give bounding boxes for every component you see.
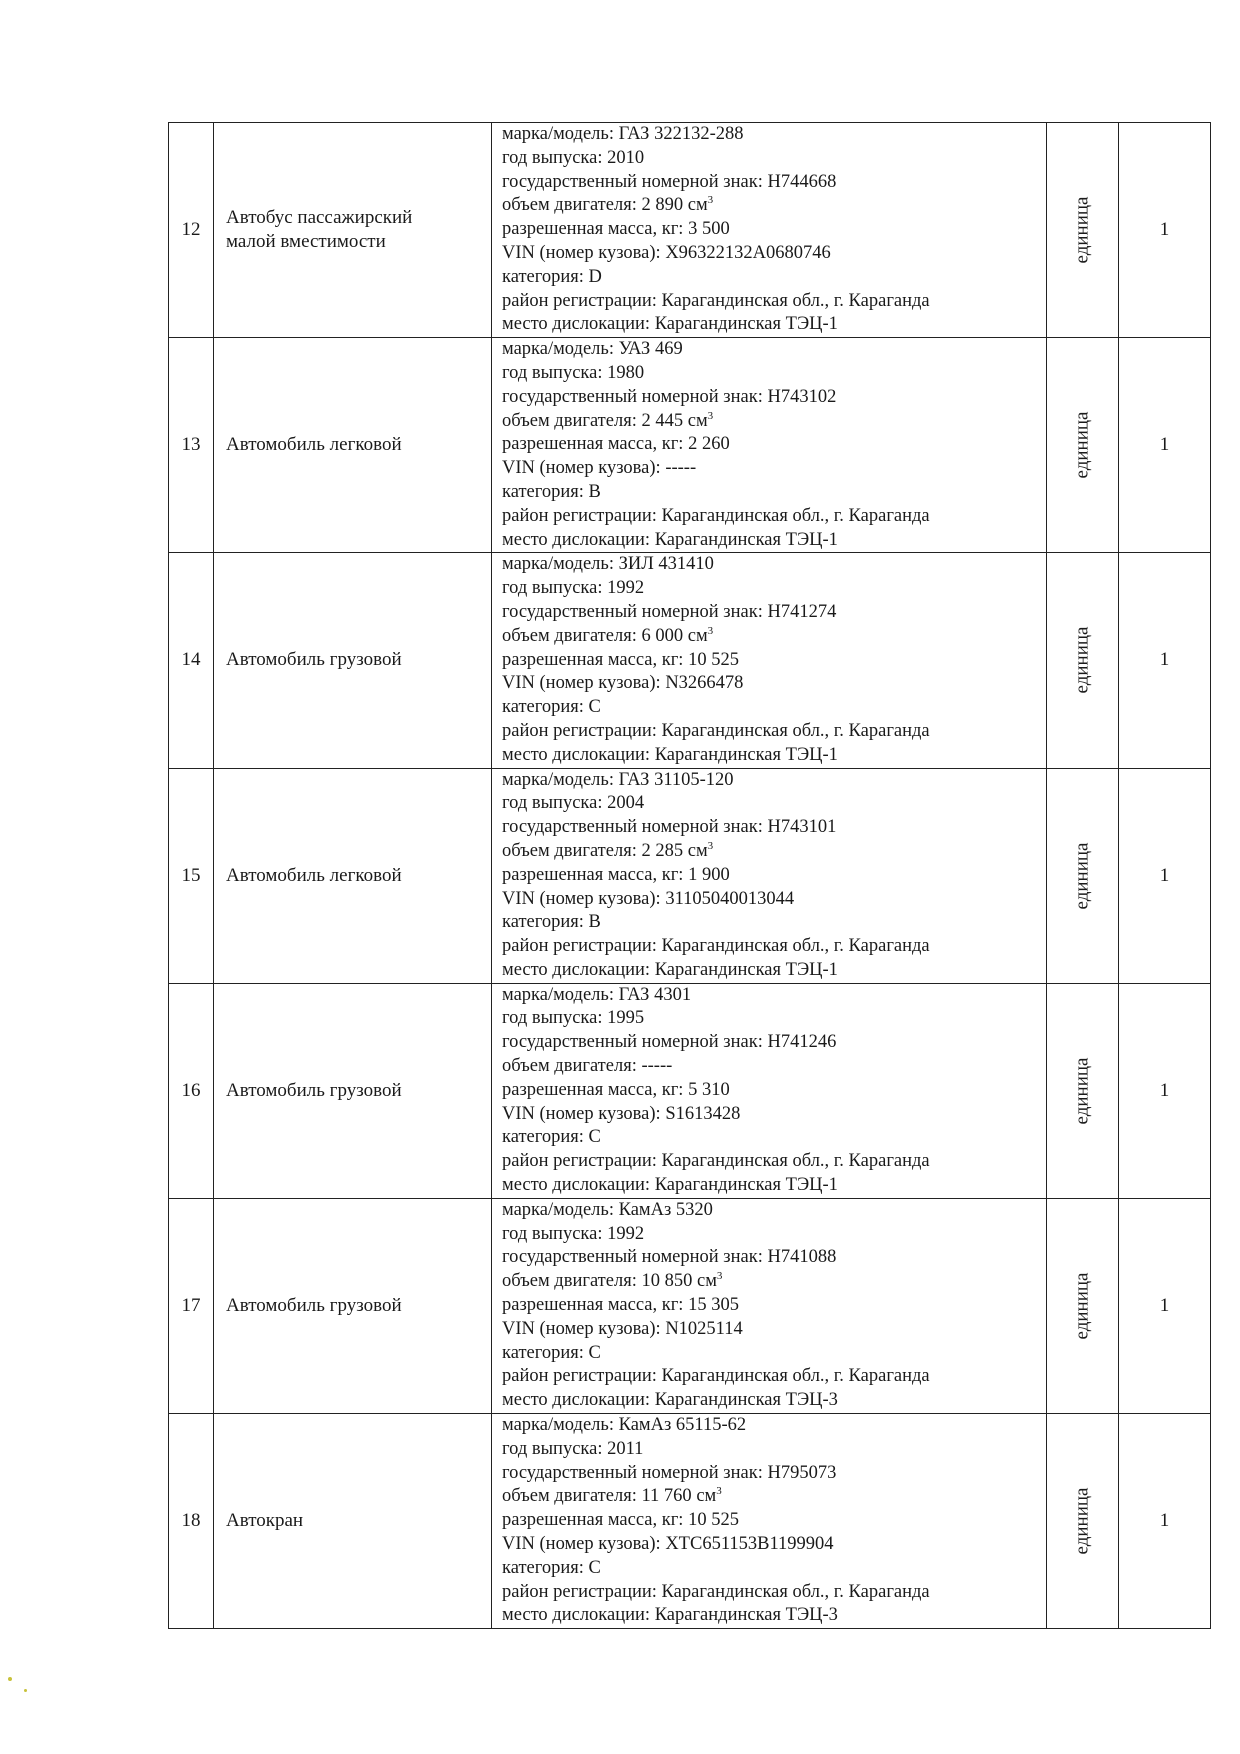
location-line (502, 744, 1046, 768)
label-make: марка/модель: (502, 984, 614, 1005)
label-vin: VIN (номер кузова): (502, 673, 661, 694)
label-mass: разрешенная масса, кг: (502, 649, 684, 670)
field-make: ГАЗ 31105-120 (618, 769, 734, 790)
row-number (169, 1414, 214, 1629)
field-qty: 1 (1159, 219, 1170, 241)
field-make: ГАЗ 4301 (618, 984, 692, 1005)
category-line (502, 696, 1046, 720)
label-mass: разрешенная масса, кг: (502, 434, 684, 455)
label-engine-unit: см (687, 410, 708, 431)
engine-line (502, 840, 1046, 864)
label-engine-unit-sup: 3 (707, 194, 714, 207)
field-make: ГАЗ 322132-288 (618, 124, 744, 144)
make-line (502, 1414, 1046, 1438)
label-mass: разрешенная масса, кг: (502, 1295, 684, 1316)
label-engine-unit: см (687, 840, 708, 861)
location-line (502, 1604, 1046, 1628)
field-name-line1: Автобус пассажирский (226, 207, 413, 229)
field-unit: единица (1071, 411, 1093, 479)
plate-line (502, 1246, 1046, 1270)
field-unit: единица (1071, 842, 1093, 910)
unit-of-measure (1047, 1198, 1119, 1413)
label-engine-unit-sup: 3 (716, 1485, 722, 1498)
table-row (169, 553, 1211, 768)
field-category: B (588, 912, 601, 933)
item-description (492, 338, 1047, 553)
field-year: 1992 (607, 578, 645, 599)
field-location: Карагандинская ТЭЦ-1 (654, 314, 838, 335)
item-name (214, 553, 492, 768)
make-line (502, 984, 1046, 1008)
label-engine-unit-sup: 3 (707, 839, 714, 852)
label-make: марка/модель: (502, 1199, 614, 1220)
label-category: категория: (502, 266, 584, 287)
field-name-line1: Автомобиль грузовой (226, 649, 402, 671)
table-row (169, 1414, 1211, 1629)
quantity (1119, 1414, 1211, 1629)
year-line (502, 577, 1046, 601)
label-plate: государственный номерной знак: (502, 171, 763, 192)
field-year: 2004 (607, 793, 645, 814)
field-name-line2: малой вместимости (226, 231, 386, 253)
item-description (492, 1198, 1047, 1413)
field-engine: 2 285 (641, 840, 684, 861)
label-engine-unit-sup: 3 (716, 1270, 723, 1283)
vin-line (502, 1533, 1046, 1557)
row-number (169, 553, 214, 768)
location-line (502, 1389, 1046, 1413)
field-location: Карагандинская ТЭЦ-1 (654, 959, 838, 980)
quantity (1119, 768, 1211, 983)
make-line (502, 338, 1046, 362)
label-engine-unit: см (696, 1486, 717, 1507)
category-line (502, 1557, 1046, 1581)
item-description (492, 123, 1047, 338)
unit-of-measure (1047, 983, 1119, 1198)
item-name (214, 338, 492, 553)
field-category: B (588, 481, 601, 502)
mass-line (502, 649, 1046, 673)
field-vin: X96322132A0680746 (665, 242, 831, 263)
item-name (214, 768, 492, 983)
field-num: 16 (181, 1079, 201, 1101)
field-vin: 31105040013044 (665, 888, 795, 909)
region-line (502, 290, 1046, 314)
label-location: место дислокации: (502, 1605, 651, 1626)
plate-line (502, 171, 1046, 195)
scan-speck (24, 1689, 27, 1692)
label-engine-unit-sup: 3 (707, 624, 714, 637)
label-engine-unit: см (696, 1271, 717, 1292)
field-engine: 6 000 (641, 625, 684, 646)
field-num: 18 (181, 1510, 201, 1532)
table-row (169, 768, 1211, 983)
region-line (502, 1581, 1046, 1605)
field-name-line1: Автомобиль легковой (226, 434, 402, 456)
label-location: место дислокации: (502, 1175, 651, 1196)
field-year: 2011 (607, 1438, 644, 1459)
label-region: район регистрации: (502, 936, 657, 957)
field-region: Карагандинская обл., г. Караганда (661, 1366, 930, 1387)
label-category: категория: (502, 1342, 584, 1363)
field-num: 13 (181, 434, 201, 456)
item-description (492, 553, 1047, 768)
field-make: ЗИЛ 431410 (618, 554, 714, 575)
field-plate: Н741274 (767, 601, 837, 622)
label-region: район регистрации: (502, 1581, 657, 1602)
region-line (502, 1150, 1046, 1174)
label-vin: VIN (номер кузова): (502, 1103, 661, 1124)
field-mass: 10 525 (688, 1510, 739, 1531)
label-category: категория: (502, 697, 584, 718)
label-plate: государственный номерной знак: (502, 1247, 763, 1268)
quantity (1119, 1198, 1211, 1413)
plate-line (502, 386, 1046, 410)
field-num: 15 (181, 864, 201, 886)
field-plate: Н743101 (767, 817, 837, 838)
location-line (502, 959, 1046, 983)
field-engine: ----- (641, 1056, 673, 1077)
field-region: Карагандинская обл., г. Караганда (661, 1151, 930, 1172)
vin-line (502, 242, 1046, 266)
year-line (502, 1438, 1046, 1462)
field-engine: 2 445 (641, 410, 684, 431)
field-name-line1: Автокран (226, 1510, 304, 1532)
label-vin: VIN (номер кузова): (502, 242, 661, 263)
label-location: место дислокации: (502, 529, 651, 550)
mass-line (502, 1294, 1046, 1318)
label-year: год выпуска: (502, 362, 603, 383)
field-mass: 2 260 (688, 434, 730, 455)
label-engine-unit-sup: 3 (707, 409, 714, 422)
row-number (169, 983, 214, 1198)
field-unit: единица (1071, 626, 1093, 694)
label-vin: VIN (номер кузова): (502, 1318, 661, 1339)
label-plate: государственный номерной знак: (502, 817, 763, 838)
label-category: категория: (502, 912, 584, 933)
vin-line (502, 888, 1046, 912)
field-year: 1980 (607, 362, 645, 383)
label-category: категория: (502, 1557, 584, 1578)
field-unit: единица (1071, 1057, 1093, 1125)
label-year: год выпуска: (502, 578, 603, 599)
label-location: место дислокации: (502, 744, 651, 765)
year-line (502, 1223, 1046, 1247)
unit-of-measure (1047, 1414, 1119, 1629)
category-line (502, 911, 1046, 935)
year-line (502, 1007, 1046, 1031)
field-mass: 3 500 (688, 219, 730, 240)
unit-of-measure (1047, 123, 1119, 338)
field-plate: Н741246 (767, 1032, 837, 1053)
field-mass: 1 900 (688, 864, 730, 885)
label-make: марка/модель: (502, 1415, 614, 1436)
plate-line (502, 1031, 1046, 1055)
field-qty: 1 (1159, 864, 1170, 886)
field-vin: XTC651153B1199904 (665, 1534, 834, 1555)
engine-line (502, 1270, 1046, 1294)
field-engine: 11 760 (641, 1486, 692, 1507)
item-description (492, 768, 1047, 983)
vehicle-table (168, 122, 1211, 1629)
field-engine: 2 890 (641, 195, 684, 216)
label-category: категория: (502, 1127, 584, 1148)
field-category: С (588, 1557, 601, 1578)
field-qty: 1 (1159, 434, 1170, 456)
label-plate: государственный номерной знак: (502, 1462, 763, 1483)
location-line (502, 313, 1046, 337)
field-mass: 5 310 (688, 1079, 730, 1100)
field-location: Карагандинская ТЭЦ-3 (654, 1605, 838, 1626)
label-make: марка/модель: (502, 339, 614, 360)
field-year: 1995 (607, 1008, 645, 1029)
item-name (214, 1198, 492, 1413)
unit-of-measure (1047, 338, 1119, 553)
field-region: Карагандинская обл., г. Караганда (661, 505, 930, 526)
field-mass: 15 305 (688, 1295, 739, 1316)
field-vin: S1613428 (665, 1103, 741, 1124)
engine-line (502, 625, 1046, 649)
plate-line (502, 1462, 1046, 1486)
row-number (169, 768, 214, 983)
engine-line (502, 194, 1046, 218)
field-year: 2010 (607, 147, 645, 168)
label-location: место дислокации: (502, 959, 651, 980)
field-region: Карагандинская обл., г. Караганда (661, 290, 930, 311)
vin-line (502, 672, 1046, 696)
quantity (1119, 123, 1211, 338)
field-qty: 1 (1159, 1079, 1170, 1101)
field-name-line1: Автомобиль грузовой (226, 1079, 402, 1101)
engine-line (502, 410, 1046, 434)
label-vin: VIN (номер кузова): (502, 888, 661, 909)
label-year: год выпуска: (502, 1223, 603, 1244)
label-engine: объем двигателя: (502, 1486, 637, 1507)
field-location: Карагандинская ТЭЦ-3 (654, 1390, 838, 1411)
vin-line (502, 1103, 1046, 1127)
field-location: Карагандинская ТЭЦ-1 (654, 1175, 838, 1196)
region-line (502, 1365, 1046, 1389)
field-make: КамАз 5320 (618, 1199, 713, 1220)
field-category: С (588, 1127, 601, 1148)
label-plate: государственный номерной знак: (502, 601, 763, 622)
unit-of-measure (1047, 768, 1119, 983)
location-line (502, 1174, 1046, 1198)
label-region: район регистрации: (502, 1151, 657, 1172)
quantity (1119, 983, 1211, 1198)
label-region: район регистрации: (502, 290, 657, 311)
field-mass: 10 525 (688, 649, 739, 670)
label-make: марка/модель: (502, 769, 614, 790)
field-unit: единица (1071, 1272, 1093, 1340)
table-row (169, 1198, 1211, 1413)
region-line (502, 505, 1046, 529)
field-num: 12 (181, 219, 201, 241)
region-line (502, 935, 1046, 959)
field-category: С (588, 1342, 601, 1363)
item-name (214, 123, 492, 338)
label-engine: объем двигателя: (502, 410, 637, 431)
mass-line (502, 864, 1046, 888)
vin-line (502, 1318, 1046, 1342)
mass-line (502, 433, 1046, 457)
field-plate: Н744668 (767, 171, 837, 192)
engine-line (502, 1485, 1046, 1509)
year-line (502, 362, 1046, 386)
label-plate: государственный номерной знак: (502, 1032, 763, 1053)
field-make: КамАз 65115-62 (618, 1415, 747, 1436)
plate-line (502, 601, 1046, 625)
vin-line (502, 457, 1046, 481)
field-region: Карагандинская обл., г. Караганда (661, 720, 930, 741)
field-qty: 1 (1159, 1510, 1170, 1532)
field-plate: Н795073 (767, 1462, 837, 1483)
label-engine: объем двигателя: (502, 625, 637, 646)
year-line (502, 792, 1046, 816)
field-year: 1992 (607, 1223, 645, 1244)
item-name (214, 1414, 492, 1629)
label-engine: объем двигателя: (502, 195, 637, 216)
row-number (169, 1198, 214, 1413)
mass-line (502, 1509, 1046, 1533)
item-name (214, 983, 492, 1198)
label-engine-unit: см (687, 625, 708, 646)
field-location: Карагандинская ТЭЦ-1 (654, 744, 838, 765)
field-make: УАЗ 469 (618, 339, 683, 360)
label-year: год выпуска: (502, 1438, 603, 1459)
field-region: Карагандинская обл., г. Караганда (661, 1581, 930, 1602)
label-year: год выпуска: (502, 147, 603, 168)
scan-speck (8, 1677, 12, 1681)
label-vin: VIN (номер кузова): (502, 1534, 661, 1555)
unit-of-measure (1047, 553, 1119, 768)
category-line (502, 481, 1046, 505)
category-line (502, 1126, 1046, 1150)
region-line (502, 720, 1046, 744)
mass-line (502, 1079, 1046, 1103)
field-category: D (588, 266, 602, 287)
field-region: Карагандинская обл., г. Караганда (661, 936, 930, 957)
field-unit: единица (1071, 1487, 1093, 1555)
label-engine: объем двигателя: (502, 1271, 637, 1292)
label-mass: разрешенная масса, кг: (502, 864, 684, 885)
field-plate: Н743102 (767, 386, 837, 407)
location-line (502, 529, 1046, 553)
item-description (492, 1414, 1047, 1629)
field-vin: N3266478 (665, 673, 744, 694)
field-vin: ----- (665, 458, 697, 479)
field-location: Карагандинская ТЭЦ-1 (654, 529, 838, 550)
label-year: год выпуска: (502, 1008, 603, 1029)
category-line (502, 266, 1046, 290)
field-qty: 1 (1159, 1294, 1170, 1316)
quantity (1119, 338, 1211, 553)
label-region: район регистрации: (502, 505, 657, 526)
label-make: марка/модель: (502, 124, 614, 144)
label-location: место дислокации: (502, 1390, 651, 1411)
plate-line (502, 816, 1046, 840)
row-number (169, 123, 214, 338)
category-line (502, 1342, 1046, 1366)
field-engine: 10 850 (641, 1271, 693, 1292)
field-unit: единица (1071, 196, 1093, 264)
label-vin: VIN (номер кузова): (502, 458, 661, 479)
make-line (502, 553, 1046, 577)
quantity (1119, 553, 1211, 768)
label-make: марка/модель: (502, 554, 614, 575)
label-engine-unit: см (687, 195, 708, 216)
field-name-line1: Автомобиль грузовой (226, 1294, 402, 1316)
label-engine: объем двигателя: (502, 1056, 637, 1077)
table-row (169, 123, 1211, 338)
label-plate: государственный номерной знак: (502, 386, 763, 407)
label-mass: разрешенная масса, кг: (502, 1079, 684, 1100)
year-line (502, 147, 1046, 171)
field-plate: Н741088 (767, 1247, 837, 1268)
table-row (169, 983, 1211, 1198)
label-mass: разрешенная масса, кг: (502, 1510, 684, 1531)
field-vin: N1025114 (665, 1318, 743, 1339)
mass-line (502, 218, 1046, 242)
row-number (169, 338, 214, 553)
field-category: С (588, 697, 601, 718)
make-line (502, 123, 1046, 147)
field-num: 17 (181, 1294, 201, 1316)
field-qty: 1 (1159, 649, 1170, 671)
label-engine: объем двигателя: (502, 840, 637, 861)
field-num: 14 (181, 649, 201, 671)
label-region: район регистрации: (502, 1366, 657, 1387)
label-category: категория: (502, 481, 584, 502)
label-mass: разрешенная масса, кг: (502, 219, 684, 240)
make-line (502, 1199, 1046, 1223)
make-line (502, 769, 1046, 793)
label-region: район регистрации: (502, 720, 657, 741)
label-location: место дислокации: (502, 314, 651, 335)
table-row (169, 338, 1211, 553)
engine-line (502, 1055, 1046, 1079)
label-year: год выпуска: (502, 793, 603, 814)
item-description (492, 983, 1047, 1198)
field-name-line1: Автомобиль легковой (226, 864, 402, 886)
